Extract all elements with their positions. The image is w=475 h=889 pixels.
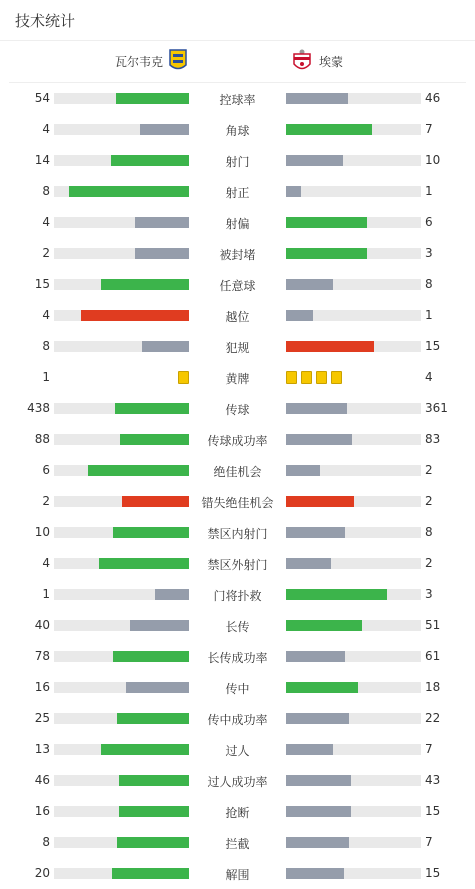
stat-row <box>0 610 475 641</box>
home-value: 88 <box>34 432 50 446</box>
home-bar-fill <box>113 527 189 538</box>
home-bar-fill <box>155 589 189 600</box>
away-value: 10 <box>425 153 441 167</box>
yellow-card-icon <box>178 371 189 384</box>
stat-label: 犯规 <box>225 341 250 355</box>
home-bar-track <box>54 279 189 290</box>
away-bar-fill <box>286 589 387 600</box>
away-value: 8 <box>425 525 433 539</box>
stat-label: 门将扑救 <box>213 589 262 603</box>
away-bar-fill <box>286 93 348 104</box>
away-value: 2 <box>425 556 433 570</box>
away-bar-track <box>286 837 421 848</box>
home-bar-track <box>54 868 189 879</box>
away-bar-fill <box>286 186 301 197</box>
home-bar-track <box>54 434 189 445</box>
home-bar-fill <box>99 558 189 569</box>
away-bar-track <box>286 434 421 445</box>
away-value: 83 <box>425 432 441 446</box>
stat-label: 长传 <box>225 620 250 634</box>
away-value: 361 <box>425 401 448 415</box>
away-bar-track <box>286 248 421 259</box>
away-bar-track <box>286 589 421 600</box>
stat-label: 越位 <box>225 310 250 324</box>
stat-label: 过人 <box>225 744 250 758</box>
stat-row <box>0 827 475 858</box>
away-bar-track <box>286 775 421 786</box>
away-bar-fill <box>286 806 351 817</box>
away-value: 61 <box>425 649 441 663</box>
away-value: 2 <box>425 494 433 508</box>
stat-row <box>0 362 475 393</box>
away-bar-track <box>286 217 421 228</box>
away-team-name: 埃蒙 <box>319 55 344 69</box>
away-bar-track <box>286 868 421 879</box>
home-value: 40 <box>34 618 50 632</box>
home-value: 1 <box>42 370 50 384</box>
home-value: 6 <box>42 463 50 477</box>
away-bar-track <box>286 93 421 104</box>
stat-label: 角球 <box>225 124 250 138</box>
stat-row <box>0 796 475 827</box>
home-value: 8 <box>42 184 50 198</box>
stat-label: 传球成功率 <box>207 434 268 448</box>
home-bar-fill <box>130 620 189 631</box>
stat-row <box>0 672 475 703</box>
away-bar-fill <box>286 527 345 538</box>
away-value: 7 <box>425 742 433 756</box>
home-value: 10 <box>34 525 50 539</box>
home-value: 4 <box>42 556 50 570</box>
away-yellow-cards <box>286 371 346 384</box>
stat-row <box>0 703 475 734</box>
home-value: 16 <box>34 680 50 694</box>
home-yellow-cards <box>174 371 189 384</box>
home-bar-track <box>54 93 189 104</box>
home-value: 13 <box>34 742 50 756</box>
away-value: 7 <box>425 835 433 849</box>
home-bar-fill <box>113 651 189 662</box>
away-bar-fill <box>286 837 349 848</box>
home-bar-track <box>54 124 189 135</box>
away-value: 3 <box>425 246 433 260</box>
home-value: 1 <box>42 587 50 601</box>
home-bar-track <box>54 217 189 228</box>
stat-label: 长传成功率 <box>207 651 268 665</box>
home-bar-track <box>54 496 189 507</box>
home-bar-track <box>54 527 189 538</box>
home-bar-fill <box>117 837 189 848</box>
home-bar-track <box>54 310 189 321</box>
home-bar-fill <box>101 744 189 755</box>
away-bar-track <box>286 124 421 135</box>
away-bar-fill <box>286 620 362 631</box>
away-bar-track <box>286 465 421 476</box>
away-value: 1 <box>425 308 433 322</box>
stat-row <box>0 331 475 362</box>
away-value: 15 <box>425 804 441 818</box>
stat-label: 任意球 <box>219 279 256 293</box>
stat-row <box>0 424 475 455</box>
home-bar-fill <box>111 155 189 166</box>
away-bar-track <box>286 341 421 352</box>
stat-label: 控球率 <box>219 93 256 107</box>
away-bar-fill <box>286 310 313 321</box>
away-bar-fill <box>286 248 367 259</box>
stat-row <box>0 734 475 765</box>
home-bar-fill <box>69 186 189 197</box>
away-bar-fill <box>286 775 351 786</box>
home-value: 15 <box>34 277 50 291</box>
stat-label: 黄牌 <box>225 372 250 386</box>
away-value: 18 <box>425 680 441 694</box>
yellow-card-icon <box>286 371 297 384</box>
home-bar-track <box>54 248 189 259</box>
home-bar-track <box>54 558 189 569</box>
home-bar-track <box>54 682 189 693</box>
home-value: 2 <box>42 494 50 508</box>
home-bar-track <box>54 775 189 786</box>
home-bar-fill <box>101 279 189 290</box>
home-bar-fill <box>140 124 189 135</box>
away-bar-fill <box>286 124 372 135</box>
away-bar-track <box>286 310 421 321</box>
away-bar-fill <box>286 403 347 414</box>
away-value: 8 <box>425 277 433 291</box>
home-bar-track <box>54 186 189 197</box>
away-bar-fill <box>286 558 331 569</box>
away-value: 15 <box>425 866 441 880</box>
stat-label: 传中成功率 <box>207 713 268 727</box>
stat-row <box>0 393 475 424</box>
away-bar-track <box>286 496 421 507</box>
away-bar-track <box>286 682 421 693</box>
away-bar-track <box>286 713 421 724</box>
stat-label: 射正 <box>225 186 250 200</box>
stat-row <box>0 486 475 517</box>
stat-row <box>0 517 475 548</box>
away-value: 15 <box>425 339 441 353</box>
home-bar-fill <box>117 713 189 724</box>
home-value: 78 <box>34 649 50 663</box>
stat-label: 禁区外射门 <box>207 558 268 572</box>
home-bar-fill <box>88 465 189 476</box>
stat-row <box>0 114 475 145</box>
away-bar-track <box>286 279 421 290</box>
away-bar-track <box>286 651 421 662</box>
home-bar-fill <box>119 806 189 817</box>
stat-row <box>0 858 475 889</box>
home-value: 25 <box>34 711 50 725</box>
home-bar-fill <box>142 341 189 352</box>
stat-label: 传球 <box>225 403 250 417</box>
home-value: 14 <box>34 153 50 167</box>
stat-row <box>0 145 475 176</box>
home-bar-fill <box>135 248 189 259</box>
home-bar-fill <box>135 217 189 228</box>
home-bar-fill <box>119 775 189 786</box>
home-bar-track <box>54 806 189 817</box>
home-value: 438 <box>27 401 50 415</box>
away-bar-fill <box>286 155 343 166</box>
header <box>0 0 475 41</box>
away-value: 3 <box>425 587 433 601</box>
stat-label: 绝佳机会 <box>213 465 262 479</box>
home-value: 16 <box>34 804 50 818</box>
home-bar-fill <box>116 93 189 104</box>
page-title: 技术统计 <box>15 12 76 30</box>
home-bar-track <box>54 155 189 166</box>
stat-label: 传中 <box>225 682 250 696</box>
home-bar-fill <box>112 868 189 879</box>
home-value: 46 <box>34 773 50 787</box>
away-bar-track <box>286 186 421 197</box>
stat-row <box>0 83 475 114</box>
away-value: 51 <box>425 618 441 632</box>
away-bar-fill <box>286 434 352 445</box>
stat-label: 拦截 <box>225 837 250 851</box>
stat-row <box>0 455 475 486</box>
home-bar-track <box>54 620 189 631</box>
home-value: 4 <box>42 122 50 136</box>
stat-row <box>0 765 475 796</box>
stat-row <box>0 269 475 300</box>
stat-row <box>0 207 475 238</box>
away-value: 1 <box>425 184 433 198</box>
home-bar-track <box>54 589 189 600</box>
stat-label: 过人成功率 <box>207 775 268 789</box>
yellow-card-icon <box>301 371 312 384</box>
home-bar-track <box>54 713 189 724</box>
stat-row <box>0 548 475 579</box>
stat-row <box>0 176 475 207</box>
away-bar-fill <box>286 651 345 662</box>
home-bar-track <box>54 837 189 848</box>
home-bar-track <box>54 403 189 414</box>
away-value: 43 <box>425 773 441 787</box>
away-bar-fill <box>286 217 367 228</box>
away-bar-fill <box>286 868 344 879</box>
yellow-card-icon <box>331 371 342 384</box>
home-value: 20 <box>34 866 50 880</box>
away-bar-track <box>286 620 421 631</box>
teams-row <box>9 41 466 83</box>
away-bar-fill <box>286 713 349 724</box>
home-value: 2 <box>42 246 50 260</box>
stat-label: 被封堵 <box>219 248 256 262</box>
away-bar-track <box>286 558 421 569</box>
away-bar-track <box>286 744 421 755</box>
stat-row <box>0 579 475 610</box>
away-value: 22 <box>425 711 441 725</box>
stat-label: 禁区内射门 <box>207 527 268 541</box>
stat-label: 抢断 <box>225 806 250 820</box>
stat-row <box>0 238 475 269</box>
home-bar-fill <box>120 434 189 445</box>
away-value: 4 <box>425 370 433 384</box>
home-team-logo <box>169 49 187 73</box>
home-bar-track <box>54 744 189 755</box>
away-bar-fill <box>286 496 354 507</box>
away-bar-track <box>286 403 421 414</box>
home-value: 8 <box>42 835 50 849</box>
home-team-name: 瓦尔韦克 <box>114 55 163 69</box>
home-bar-track <box>54 341 189 352</box>
away-bar-fill <box>286 744 333 755</box>
away-value: 7 <box>425 122 433 136</box>
stat-label: 射门 <box>225 155 250 169</box>
away-value: 2 <box>425 463 433 477</box>
away-team-logo <box>292 49 312 73</box>
home-value: 8 <box>42 339 50 353</box>
stat-row <box>0 641 475 672</box>
away-bar-fill <box>286 279 333 290</box>
away-bar-fill <box>286 465 320 476</box>
home-bar-track <box>54 465 189 476</box>
away-bar-track <box>286 806 421 817</box>
away-bar-track <box>286 155 421 166</box>
stat-row <box>0 300 475 331</box>
home-value: 54 <box>34 91 50 105</box>
home-bar-fill <box>115 403 189 414</box>
home-bar-fill <box>126 682 189 693</box>
away-bar-track <box>286 527 421 538</box>
home-bar-fill <box>81 310 189 321</box>
stat-label: 解围 <box>225 868 250 882</box>
yellow-card-icon <box>316 371 327 384</box>
home-value: 4 <box>42 308 50 322</box>
home-bar-track <box>54 651 189 662</box>
away-bar-fill <box>286 341 374 352</box>
away-value: 6 <box>425 215 433 229</box>
home-value: 4 <box>42 215 50 229</box>
stat-label: 错失绝佳机会 <box>201 496 274 510</box>
away-bar-fill <box>286 682 358 693</box>
stat-label: 射偏 <box>225 217 250 231</box>
away-value: 46 <box>425 91 441 105</box>
home-bar-fill <box>122 496 190 507</box>
